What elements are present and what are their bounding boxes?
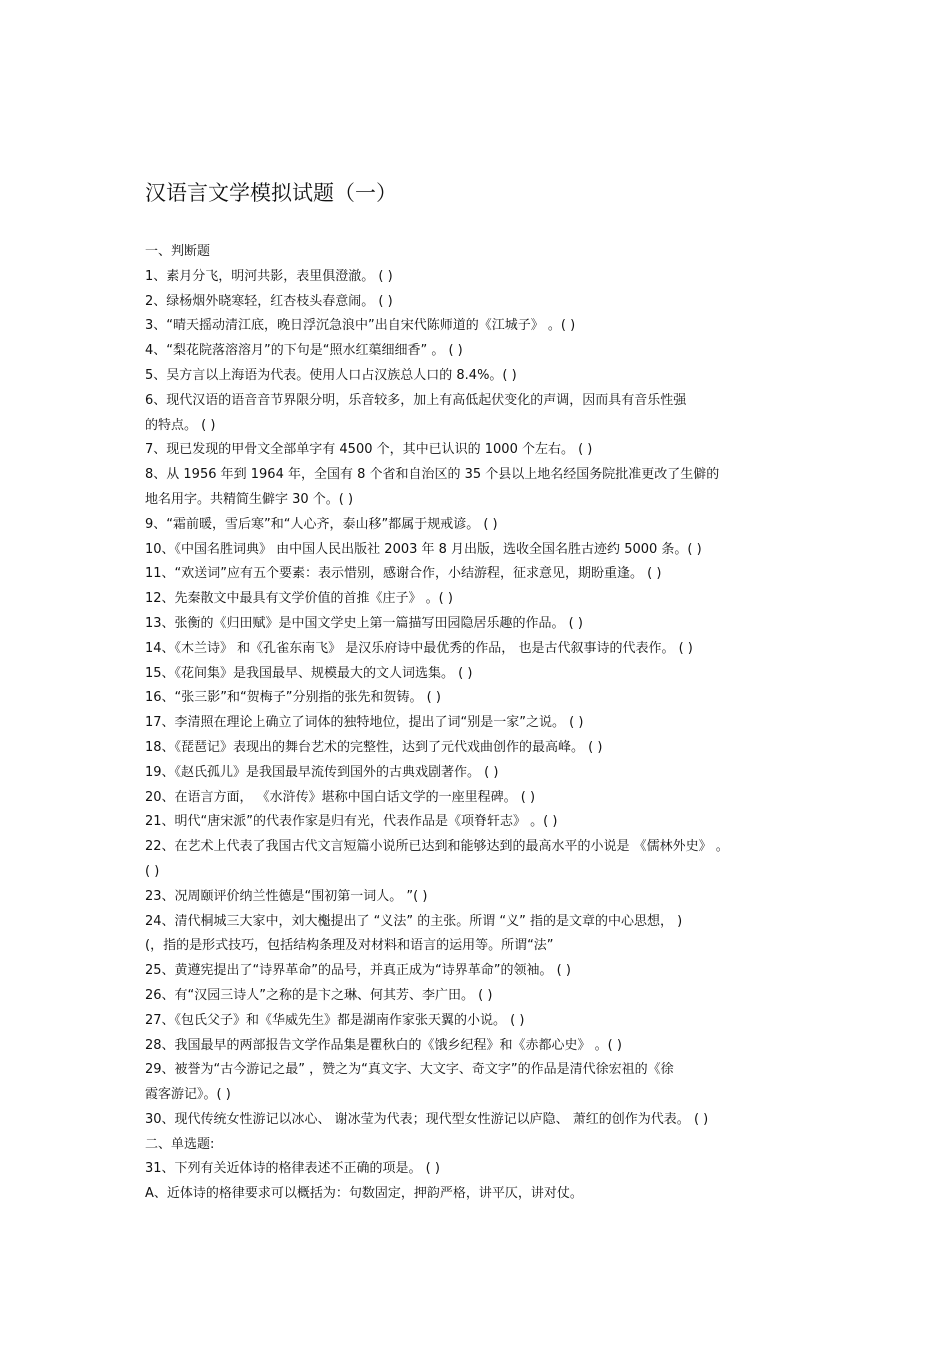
question-line: 23、况周颐评价纳兰性德是“围初第一词人。 ”( ) — [145, 888, 428, 904]
question-line: 15、《花间集》是我国最早、规模最大的文人词选集。 ( ) — [145, 665, 473, 681]
question-line: 19、《赵氏孤儿》是我国最早流传到国外的古典戏剧著作。 ( ) — [145, 764, 499, 780]
question-line: 地名用字。共精简生僻字 30 个。( ) — [145, 491, 354, 507]
question-line: 26、有“汉园三诗人”之称的是卞之琳、何其芳、李广田。 ( ) — [145, 987, 493, 1003]
question-line: 22、在艺术上代表了我国古代文言短篇小说所已达到和能够达到的最高水平的小说是 《儒林外史》 。 — [145, 839, 729, 855]
question-line: ( ) — [145, 863, 160, 879]
question-line: 28、我国最早的两部报告文学作品集是瞿秋白的《饿乡纪程》和《赤都心史》 。( ) — [145, 1037, 622, 1053]
question-line: 25、黄遵宪提出了“诗界革命”的品号，并真正成为“诗界革命”的领袖。 ( ) — [145, 963, 571, 979]
option-line: A、近体诗的格律要求可以概括为：句数固定，押韵严格，讲平仄，讲对仗。 — [145, 1186, 583, 1202]
question-line: 24、清代桐城三大家中，刘大櫆提出了 “义法” 的主张。所谓 “义” 指的是文章的中心思想， ) — [145, 913, 683, 929]
question-line: 31、下列有关近体诗的格律表述不正确的项是。 ( ) — [145, 1161, 440, 1177]
question-line: 4、“梨花院落溶溶月”的下句是“照水红蕖细细香” 。 ( ) — [145, 343, 463, 359]
page-title: 汉语言文学模拟试题（一） — [145, 181, 397, 205]
section-heading: 二、单选题: — [145, 1136, 215, 1152]
question-line: 17、李清照在理论上确立了词体的独特地位，提出了词“别是一家”之说。 ( ) — [145, 715, 584, 731]
question-line: 14、《木兰诗》 和《孔雀东南飞》 是汉乐府诗中最优秀的作品， 也是古代叙事诗的代表作。 ( ) — [145, 640, 693, 656]
question-line: 10、《中国名胜词典》 由中国人民出版社 2003 年 8 月出版，选收全国名胜古迹约 5000 条。( ) — [145, 541, 702, 557]
question-list — [145, 240, 835, 1207]
question-line: 30、现代传统女性游记以冰心、 谢冰莹为代表；现代型女性游记以庐隐、 萧红的创作为代表。 ( ) — [145, 1111, 709, 1127]
question-line: 29、被誉为“古今游记之最” ，赞之为“真文字、大文字、奇文字”的作品是清代徐宏祖的《徐 — [145, 1062, 674, 1078]
question-line: 6、现代汉语的语音音节界限分明，乐音较多，加上有高低起伏变化的声调，因而具有音乐性强 — [145, 392, 687, 408]
question-line: 20、在语言方面， 《水浒传》堪称中国白话文学的一座里程碑。 ( ) — [145, 789, 536, 805]
question-line: 12、先秦散文中最具有文学价值的首推《庄子》 。( ) — [145, 591, 453, 607]
question-line: 5、吴方言以上海语为代表。使用人口占汉族总人口的 8.4%。( ) — [145, 367, 517, 383]
question-line: 3、“晴天摇动清江底，晚日浮沉急浪中”出自宋代陈师道的《江城子》 。( ) — [145, 318, 576, 334]
question-line: (，指的是形式技巧，包括结构条理及对材料和语言的运用等。所谓“法” — [145, 938, 554, 954]
question-line: 1、素月分飞，明河共影，表里俱澄澈。 ( ) — [145, 268, 393, 284]
section-heading: 一、判断题 — [145, 244, 211, 259]
question-line: 13、张衡的《归田赋》是中国文学史上第一篇描写田园隐居乐趣的作品。 ( ) — [145, 615, 583, 631]
question-line: 霞客游记》。( ) — [145, 1087, 231, 1103]
question-line: 9、“霜前暖，雪后寒”和“人心齐，泰山移”都属于规戒谚。 ( ) — [145, 516, 498, 532]
question-line: 11、“欢送词”应有五个要素：表示惜别，感谢合作，小结游程，征求意见，期盼重逢。 ( ) — [145, 566, 662, 582]
question-line: 16、“张三影”和“贺梅子”分别指的张先和贺铸。 ( ) — [145, 690, 441, 706]
question-line: 21、明代“唐宋派”的代表作家是归有光，代表作品是《项脊轩志》 。( ) — [145, 814, 558, 830]
question-line: 18、《琵琶记》表现出的舞台艺术的完整性，达到了元代戏曲创作的最高峰。 ( ) — [145, 739, 603, 755]
question-line: 2、绿杨烟外晓寒轻，红杏枝头春意闹。 ( ) — [145, 293, 393, 309]
question-line: 8、从 1956 年到 1964 年，全国有 8 个省和自治区的 35 个县以上地名经国务院批准更改了生僻的 — [145, 467, 720, 483]
question-line: 7、现已发现的甲骨文全部单字有 4500 个，其中已认识的 1000 个左右。 ( ) — [145, 442, 593, 458]
question-line: 的特点。 ( ) — [145, 417, 216, 433]
question-line: 27、《包氏父子》和《华威先生》都是湖南作家张天翼的小说。 ( ) — [145, 1012, 525, 1028]
